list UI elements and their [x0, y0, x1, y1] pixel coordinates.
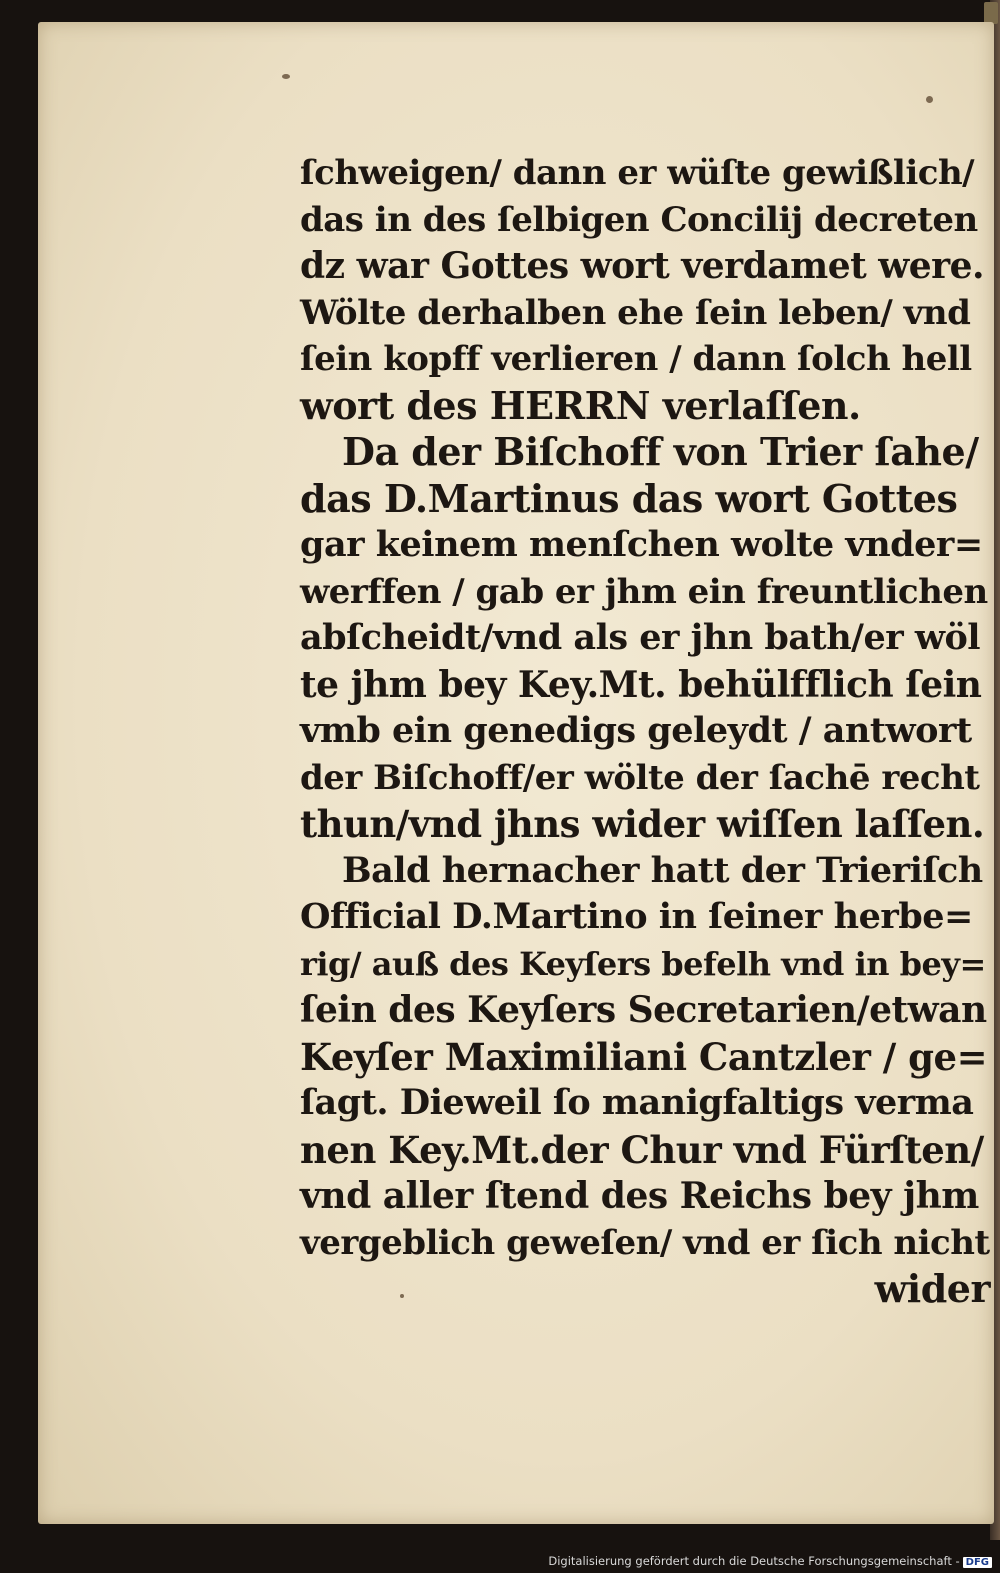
text-line: ſein des Keyſers Secretarien/etwan: [300, 989, 987, 1031]
text-line: Bald hernacher hatt der Trieriſch: [342, 849, 983, 891]
text-line: Official D.Martino in ſeiner herbe=: [300, 896, 973, 937]
text-line: nen Key.Mt.der Chur vnd Fürſten/: [300, 1127, 984, 1172]
text-line: ſchweigen/ dann er wüſte gewißlich/: [300, 153, 975, 193]
text-line: wort des HERRN verlaſſen.: [300, 382, 861, 428]
text-line: der Biſchoff/er wölte der ſachē recht: [300, 757, 980, 798]
body-text: [300, 150, 990, 1313]
text-line: rig/ auß des Keyſers befelh vnd in bey=: [300, 944, 986, 983]
text-line: Keyſer Maximiliani Cantzler / ge=: [300, 1034, 988, 1079]
text-line: Wölte derhalben ehe ſein leben/ vnd: [300, 292, 971, 333]
credit-text: Digitalisierung gefördert durch die Deutsche Forschungsgemeinschaft -: [548, 1554, 960, 1568]
text-line: das in des ſelbigen Concilij decreten: [300, 199, 978, 240]
text-line: vmb ein genedigs geleydt / antwort: [300, 710, 972, 751]
text-line: thun/vnd jhns wider wiſſen laſſen.: [300, 802, 985, 846]
digitization-credit: [548, 1554, 992, 1568]
text-line: ſagt. Dieweil ſo manigfaltigs verma: [300, 1082, 974, 1123]
text-line: dz war Gottes wort verdamet were.: [300, 245, 985, 287]
text-line: vergeblich geweſen/ vnd er ſich nicht: [300, 1222, 990, 1263]
catchword: wider: [874, 1266, 990, 1311]
text-line: das D.Martinus das wort Gottes: [300, 475, 958, 521]
text-line: werffen / gab er jhm ein freuntlichen: [300, 571, 988, 612]
paper-speck: [926, 96, 933, 103]
text-line: vnd aller ſtend des Reichs bey jhm: [300, 1175, 979, 1217]
text-line: te jhm bey Key.Mt. behülfflich ſein: [300, 663, 982, 706]
text-line: gar keinem menſchen wolte vnder=: [300, 524, 983, 565]
corner-mark: [984, 2, 998, 24]
text-line: abſcheidt/vnd als er jhn bath/er wöl: [300, 617, 981, 658]
paper-speck: [282, 74, 290, 79]
text-line: Da der Biſchoff von Trier ſahe/: [342, 429, 979, 474]
text-line: ſein kopff verlieren / dann ſolch hell: [300, 339, 972, 379]
dfg-logo: DFG: [963, 1557, 992, 1568]
